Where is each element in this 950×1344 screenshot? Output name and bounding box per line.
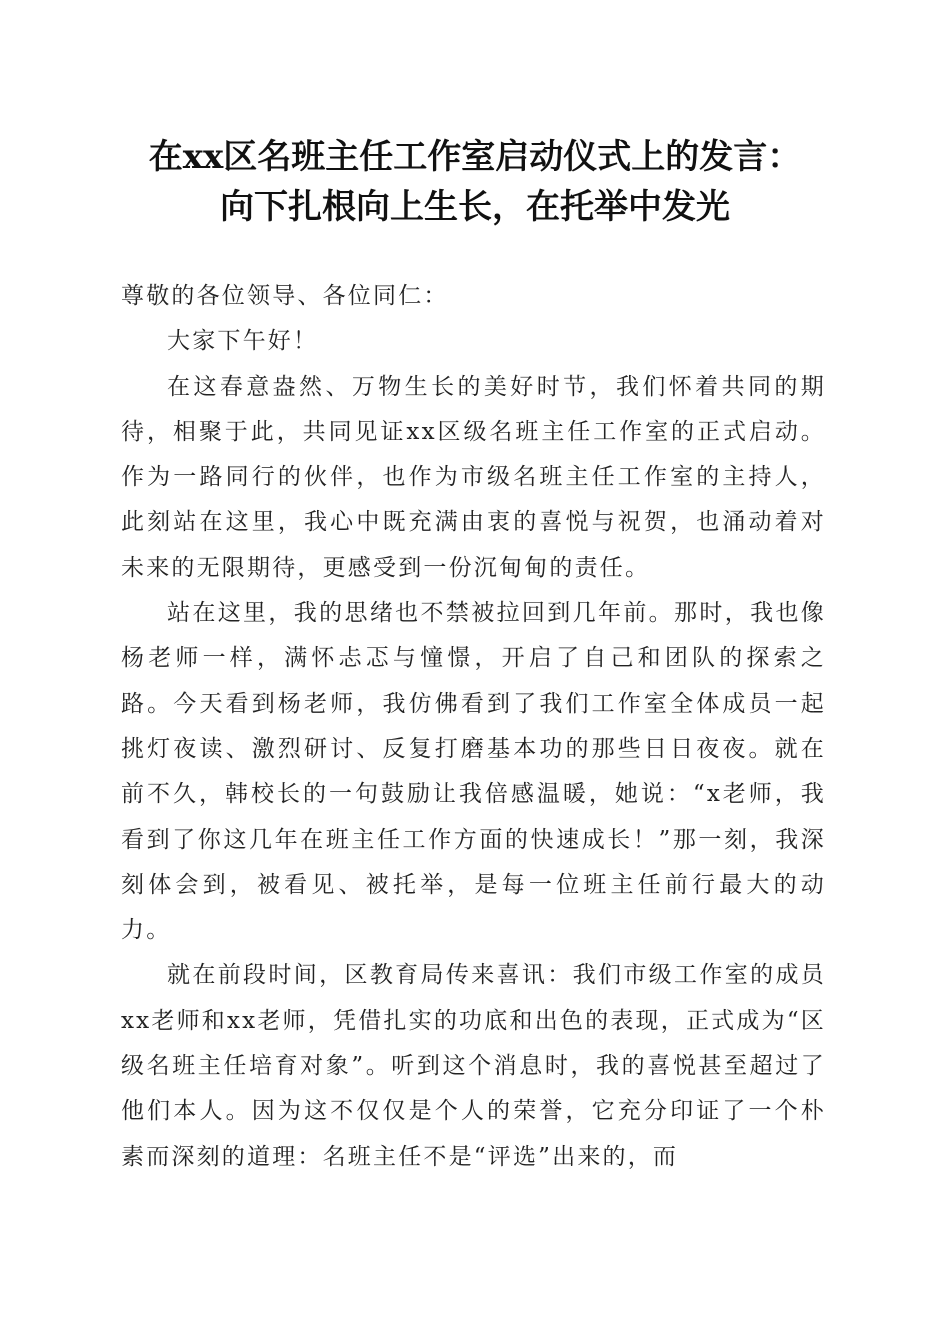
title-line-1: 在xx区名班主任工作室启动仪式上的发言： <box>148 137 802 177</box>
salutation: 尊敬的各位领导、各位同仁： <box>121 283 449 309</box>
paragraph-memories: 站在这里，我的思绪也不禁被拉回到几年前。那时，我也像杨老师一样，满怀忐忑与憧憬，开启了自己和团队的探索之路。今天看到杨老师，我仿佛看到了我们工作室全体成员一起挑灯夜读、激烈研讨、反复打磨基本功的那些日日夜夜。就在前不久，韩校长的一句鼓励让我倍感温暖，她说：“x老师，我看到了你这几年在班主任工作方面的快速成长！”那一刻，我深刻体会到，被看见、被托举，是每一位班主任前行最大的动力。 <box>121 600 826 944</box>
document-title <box>100 132 850 232</box>
document-body <box>121 274 826 1180</box>
paragraph-greeting: 大家下午好！ <box>167 328 319 355</box>
paragraph-good-news: 就在前段时间，区教育局传来喜讯：我们市级工作室的成员xx老师和xx老师，凭借扎实的功底和出色的表现，正式成为“区级名班主任培育对象”。听到这个消息时，我的喜悦甚至超过了他们本人。因为这不仅仅是个人的荣誉，它充分印证了一个朴素而深刻的道理：名班主任不是“评选”出来的，而 <box>121 962 826 1170</box>
title-line-2: 向下扎根向上生长，在托举中发光 <box>220 187 730 227</box>
paragraph-opening: 在这春意盎然、万物生长的美好时节，我们怀着共同的期待，相聚于此，共同见证xx区级名班主任工作室的正式启动。作为一路同行的伙伴，也作为市级名班主任工作室的主持人，此刻站在这里，我心中既充满由衷的喜悦与祝贺，也涌动着对未来的无限期待，更感受到一份沉甸甸的责任。 <box>121 373 826 581</box>
